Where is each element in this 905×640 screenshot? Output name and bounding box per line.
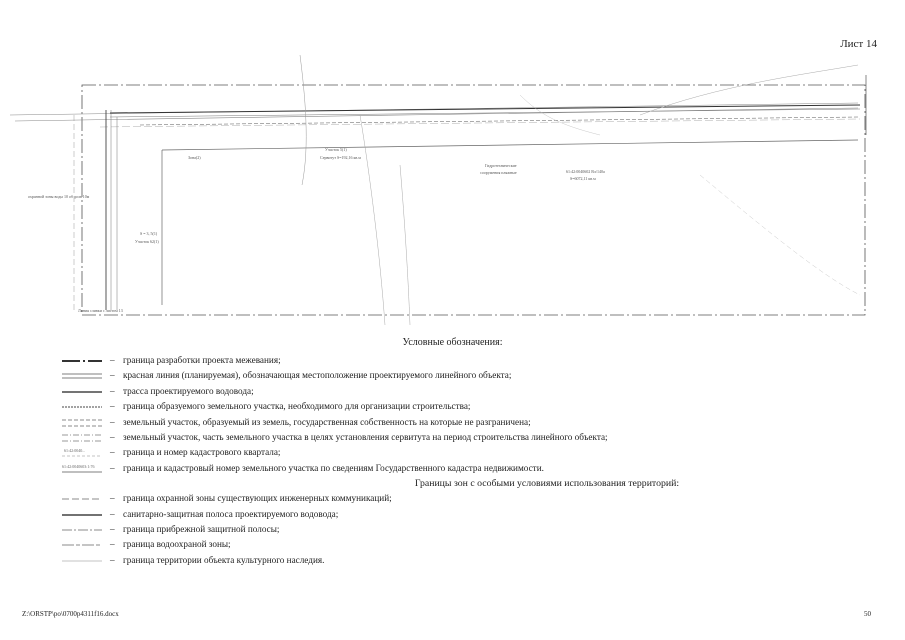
boundary-thick-symbol [62, 353, 102, 368]
legend-item: – граница водоохраной зоны; [62, 537, 862, 552]
legend-text: граница и номер кадастрового квартала; [123, 447, 281, 458]
legend-item: – граница образуемого земельного участка, необходимого для организации строительства; [62, 399, 862, 414]
project-boundary [82, 85, 865, 315]
svg-text:61:42:0040...: 61:42:0040... [64, 448, 86, 454]
legend-text: граница и кадастровый номер земельного участка по сведениям Государственного кадастра недвижимости. [123, 462, 544, 473]
legend-item: – граница прибрежной защитной полосы; [62, 522, 862, 537]
legend-text: граница охранной зоны существующих инженерных коммуникаций; [123, 493, 392, 504]
legend-title: Условные обозначения: [402, 337, 503, 348]
state-land-symbol [62, 415, 102, 430]
sanitary-symbol [62, 507, 102, 522]
legend-item: – граница разработки проекта межевания; [62, 353, 862, 368]
legend-item: – красная линия (планируемая), обозначающая местоположение проектируемого линейного объекта; [62, 368, 862, 383]
legend-item: – санитарно-защитная полоса проектируемого водовода; [62, 507, 862, 522]
svg-text:Сервитут S=192,16 кв.м: Сервитут S=192,16 кв.м [320, 155, 361, 160]
coastal-symbol [62, 522, 102, 537]
legend [62, 353, 862, 568]
svg-text:61:42:0040603:1:76: 61:42:0040603:1:76 [62, 463, 95, 469]
legend-text: трасса проектируемого водовода; [123, 385, 254, 396]
legend-text: граница образуемого земельного участка, необходимого для организации строительства; [123, 401, 471, 412]
legend-item: – граница территории объекта культурного наследия. [62, 553, 862, 568]
svg-text:Зона(2): Зона(2) [188, 155, 201, 160]
legend-item: – земельный участок, образуемый из земель, государственная собственность на которые не разграничена; [62, 415, 862, 430]
svg-text:сооружения пляжные: сооружения пляжные [480, 170, 517, 175]
legend-item: – граница охранной зоны существующих инженерных коммуникаций; [62, 491, 862, 506]
legend-text: земельный участок, часть земельного участка в целях установления сервитута на период строительства линейного объекта; [123, 431, 608, 442]
footer-filename: Z:\ORSTP\po\0700p4311f16.docx [22, 610, 119, 618]
legend-subheading: Границы зон с особыми условиями использования территорий: [414, 478, 680, 490]
svg-text:охранной зоны воды 10 об доль: охранной зоны воды 10 об доль 10м [28, 194, 90, 199]
heritage-symbol [62, 553, 102, 568]
pipeline-trace [110, 105, 860, 113]
legend-text: санитарно-защитная полоса проектируемого водовода; [123, 508, 339, 519]
legend-text: граница прибрежной защитной полосы; [123, 523, 280, 534]
cadastral-map [0, 55, 905, 325]
water-protect-symbol [62, 537, 102, 552]
pipe-line-symbol [62, 384, 102, 399]
servitude-symbol [62, 430, 102, 445]
svg-text:Участок 62(1): Участок 62(1) [135, 239, 159, 244]
legend-item: – земельный участок, часть земельного участка в целях установления сервитута на период строительства линейного объекта; [62, 430, 862, 445]
quarter-symbol [62, 445, 102, 460]
cadastral-symbol [62, 461, 102, 476]
legend-text: граница водоохраной зоны; [123, 539, 231, 550]
svg-text:61:42:0040602 Вл/140а: 61:42:0040602 Вл/140а [566, 169, 605, 174]
svg-text:S=6072,11 кв.м: S=6072,11 кв.м [570, 176, 596, 181]
svg-text:S = 3, 5(1): S = 3, 5(1) [140, 231, 158, 236]
legend-item: – трасса проектируемого водовода; [62, 384, 862, 399]
legend-item: 61:42:0040... – граница и номер кадастрового квартала; [62, 445, 862, 460]
svg-text:Линия сливки с листом 13: Линия сливки с листом 13 [78, 308, 123, 313]
red-line-symbol [62, 368, 102, 383]
legend-text: граница территории объекта культурного наследия. [123, 554, 325, 565]
protect-zone-symbol [62, 491, 102, 506]
legend-text: граница разработки проекта межевания; [123, 355, 281, 365]
sheet-number: Лист 14 [840, 38, 877, 50]
legend-text: земельный участок, образуемый из земель, государственная собственность на которые не разграничена; [123, 416, 531, 427]
svg-text:Участок 5(1): Участок 5(1) [325, 147, 347, 152]
parcel-boundary-symbol [62, 399, 102, 414]
svg-text:Гидротехнические: Гидротехнические [485, 163, 517, 168]
legend-item: 61:42:0040603:1:76 – граница и кадастровый номер земельного участка по сведениям Государственного кадастра недвижимости. [62, 461, 862, 476]
page-number: 50 [864, 610, 871, 618]
legend-text: красная линия (планируемая), обозначающая местоположение проектируемого линейного объекта; [123, 370, 512, 381]
